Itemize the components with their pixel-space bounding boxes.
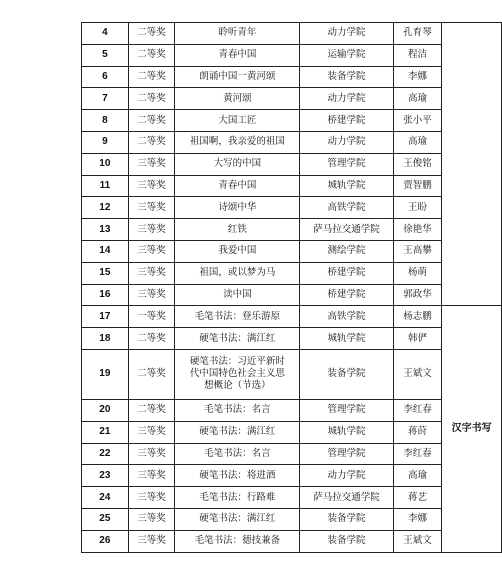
entry-title: 硬笔书法：满江红 <box>175 421 300 443</box>
college-name: 高铁学院 <box>300 306 393 328</box>
table-row <box>82 153 502 175</box>
college-name: 动力学院 <box>300 131 393 153</box>
college-name: 城轨学院 <box>300 421 393 443</box>
row-number: 22 <box>82 443 129 465</box>
entry-title: 毛笔书法：名言 <box>175 443 300 465</box>
college-name: 萨马拉交通学院 <box>300 219 393 241</box>
college-name: 装备学院 <box>300 349 393 399</box>
table-row <box>82 240 502 262</box>
row-number: 19 <box>82 349 129 399</box>
table-row <box>82 508 502 530</box>
college-name: 萨马拉交通学院 <box>300 487 393 509</box>
row-number: 21 <box>82 421 129 443</box>
award-level: 二等奖 <box>128 328 175 350</box>
participant-name: 孔育琴 <box>393 23 442 45</box>
entry-title: 毛笔书法：德技兼备 <box>175 530 300 552</box>
participant-name: 贾智鹏 <box>393 175 442 197</box>
participant-name: 徐艳华 <box>393 219 442 241</box>
entry-title: 祖国，或以梦为马 <box>175 262 300 284</box>
row-number: 11 <box>82 175 129 197</box>
entry-title: 读中国 <box>175 284 300 306</box>
category-cell-empty <box>442 284 502 306</box>
row-number: 16 <box>82 284 129 306</box>
category-cell-empty <box>442 197 502 219</box>
table-row <box>82 443 502 465</box>
row-number: 20 <box>82 399 129 421</box>
college-name: 运输学院 <box>300 44 393 66</box>
participant-name: 蒋莳 <box>393 421 442 443</box>
row-number: 18 <box>82 328 129 350</box>
award-level: 三等奖 <box>128 421 175 443</box>
award-level: 二等奖 <box>128 110 175 132</box>
row-number: 24 <box>82 487 129 509</box>
entry-title: 聆听青年 <box>175 23 300 45</box>
row-number: 7 <box>82 88 129 110</box>
participant-name: 高瑜 <box>393 131 442 153</box>
participant-name: 李红春 <box>393 443 442 465</box>
category-cell-empty <box>442 110 502 132</box>
award-level: 三等奖 <box>128 284 175 306</box>
participant-name: 王斌文 <box>393 349 442 399</box>
college-name: 测绘学院 <box>300 240 393 262</box>
college-name: 高铁学院 <box>300 197 393 219</box>
college-name: 管理学院 <box>300 443 393 465</box>
category-cell-empty <box>442 219 502 241</box>
award-level: 三等奖 <box>128 197 175 219</box>
entry-title: 红铁 <box>175 219 300 241</box>
award-level: 二等奖 <box>128 399 175 421</box>
college-name: 装备学院 <box>300 508 393 530</box>
table-row <box>82 284 502 306</box>
category-cell-empty <box>442 131 502 153</box>
entry-title: 毛笔书法：名言 <box>175 399 300 421</box>
category-label: 汉字书写 <box>442 306 502 552</box>
college-name: 装备学院 <box>300 66 393 88</box>
table-row <box>82 88 502 110</box>
award-level: 三等奖 <box>128 465 175 487</box>
table-row <box>82 487 502 509</box>
entry-title: 黄河颂 <box>175 88 300 110</box>
participant-name: 李娜 <box>393 508 442 530</box>
table-row <box>82 44 502 66</box>
table-row <box>82 530 502 552</box>
row-number: 25 <box>82 508 129 530</box>
award-level: 三等奖 <box>128 153 175 175</box>
row-number: 4 <box>82 23 129 45</box>
award-level: 三等奖 <box>128 240 175 262</box>
award-level: 二等奖 <box>128 131 175 153</box>
table-row <box>82 110 502 132</box>
category-cell-empty <box>442 66 502 88</box>
participant-name: 李红春 <box>393 399 442 421</box>
row-number: 10 <box>82 153 129 175</box>
college-name: 动力学院 <box>300 88 393 110</box>
table-row <box>82 131 502 153</box>
college-name: 动力学院 <box>300 23 393 45</box>
participant-name: 高瑜 <box>393 88 442 110</box>
row-number: 17 <box>82 306 129 328</box>
recitation-rows <box>82 23 502 306</box>
entry-title: 青春中国 <box>175 44 300 66</box>
award-level: 三等奖 <box>128 487 175 509</box>
row-number: 23 <box>82 465 129 487</box>
category-cell-empty <box>442 262 502 284</box>
participant-name: 郭政华 <box>393 284 442 306</box>
entry-title-line: 想概论（节选） <box>204 380 271 392</box>
category-cell-empty <box>442 88 502 110</box>
college-name: 桥建学院 <box>300 110 393 132</box>
award-level: 三等奖 <box>128 443 175 465</box>
participant-name: 杨志鹏 <box>393 306 442 328</box>
award-level: 二等奖 <box>128 88 175 110</box>
award-level: 三等奖 <box>128 262 175 284</box>
table-row <box>82 262 502 284</box>
table-row <box>82 219 502 241</box>
entry-title: 我爱中国 <box>175 240 300 262</box>
participant-name: 王盼 <box>393 197 442 219</box>
entry-title: 大写的中国 <box>175 153 300 175</box>
entry-title: 青春中国 <box>175 175 300 197</box>
award-level: 三等奖 <box>128 219 175 241</box>
award-table <box>81 22 502 553</box>
award-level: 三等奖 <box>128 508 175 530</box>
entry-title: 硬笔书法：将进酒 <box>175 465 300 487</box>
table-row <box>82 349 502 399</box>
category-cell-empty <box>442 23 502 45</box>
row-number: 5 <box>82 44 129 66</box>
college-name: 管理学院 <box>300 399 393 421</box>
row-number: 9 <box>82 131 129 153</box>
category-cell-empty <box>442 44 502 66</box>
award-level: 二等奖 <box>128 23 175 45</box>
entry-title: 毛笔书法：行路难 <box>175 487 300 509</box>
table-row <box>82 306 502 328</box>
table-row <box>82 465 502 487</box>
table-row <box>82 23 502 45</box>
row-number: 12 <box>82 197 129 219</box>
row-number: 8 <box>82 110 129 132</box>
entry-title: 大国工匠 <box>175 110 300 132</box>
entry-title: 硬笔书法：满江红 <box>175 328 300 350</box>
table-row <box>82 421 502 443</box>
entry-title <box>175 349 300 399</box>
category-cell-empty <box>442 153 502 175</box>
participant-name: 王高攀 <box>393 240 442 262</box>
entry-title-line: 硬笔书法：习近平新时 <box>189 356 285 368</box>
college-name: 动力学院 <box>300 465 393 487</box>
row-number: 6 <box>82 66 129 88</box>
participant-name: 李娜 <box>393 66 442 88</box>
row-number: 13 <box>82 219 129 241</box>
category-cell-empty <box>442 240 502 262</box>
table-row <box>82 197 502 219</box>
college-name: 城轨学院 <box>300 175 393 197</box>
college-name: 城轨学院 <box>300 328 393 350</box>
award-level: 三等奖 <box>128 530 175 552</box>
participant-name: 韩俨 <box>393 328 442 350</box>
college-name: 管理学院 <box>300 153 393 175</box>
entry-title: 朗诵中国一黄河颂 <box>175 66 300 88</box>
table-row <box>82 399 502 421</box>
table-row <box>82 328 502 350</box>
award-level: 二等奖 <box>128 349 175 399</box>
participant-name: 张小平 <box>393 110 442 132</box>
award-level: 一等奖 <box>128 306 175 328</box>
award-level: 二等奖 <box>128 66 175 88</box>
entry-title: 毛笔书法：登乐游原 <box>175 306 300 328</box>
category-cell-empty <box>442 175 502 197</box>
entry-title: 诗颂中华 <box>175 197 300 219</box>
participant-name: 王俊铭 <box>393 153 442 175</box>
college-name: 装备学院 <box>300 530 393 552</box>
row-number: 15 <box>82 262 129 284</box>
calligraphy-rows <box>82 306 502 552</box>
award-level: 二等奖 <box>128 44 175 66</box>
entry-title: 硬笔书法：满江红 <box>175 508 300 530</box>
entry-title: 祖国啊，我亲爱的祖国 <box>175 131 300 153</box>
participant-name: 杨萌 <box>393 262 442 284</box>
participant-name: 蒋艺 <box>393 487 442 509</box>
participant-name: 程洁 <box>393 44 442 66</box>
row-number: 26 <box>82 530 129 552</box>
college-name: 桥建学院 <box>300 284 393 306</box>
entry-title-line: 代中国特色社会主义思 <box>189 368 285 380</box>
participant-name: 王斌文 <box>393 530 442 552</box>
college-name: 桥建学院 <box>300 262 393 284</box>
award-level: 三等奖 <box>128 175 175 197</box>
participant-name: 高瑜 <box>393 465 442 487</box>
table-row <box>82 175 502 197</box>
row-number: 14 <box>82 240 129 262</box>
table-row <box>82 66 502 88</box>
